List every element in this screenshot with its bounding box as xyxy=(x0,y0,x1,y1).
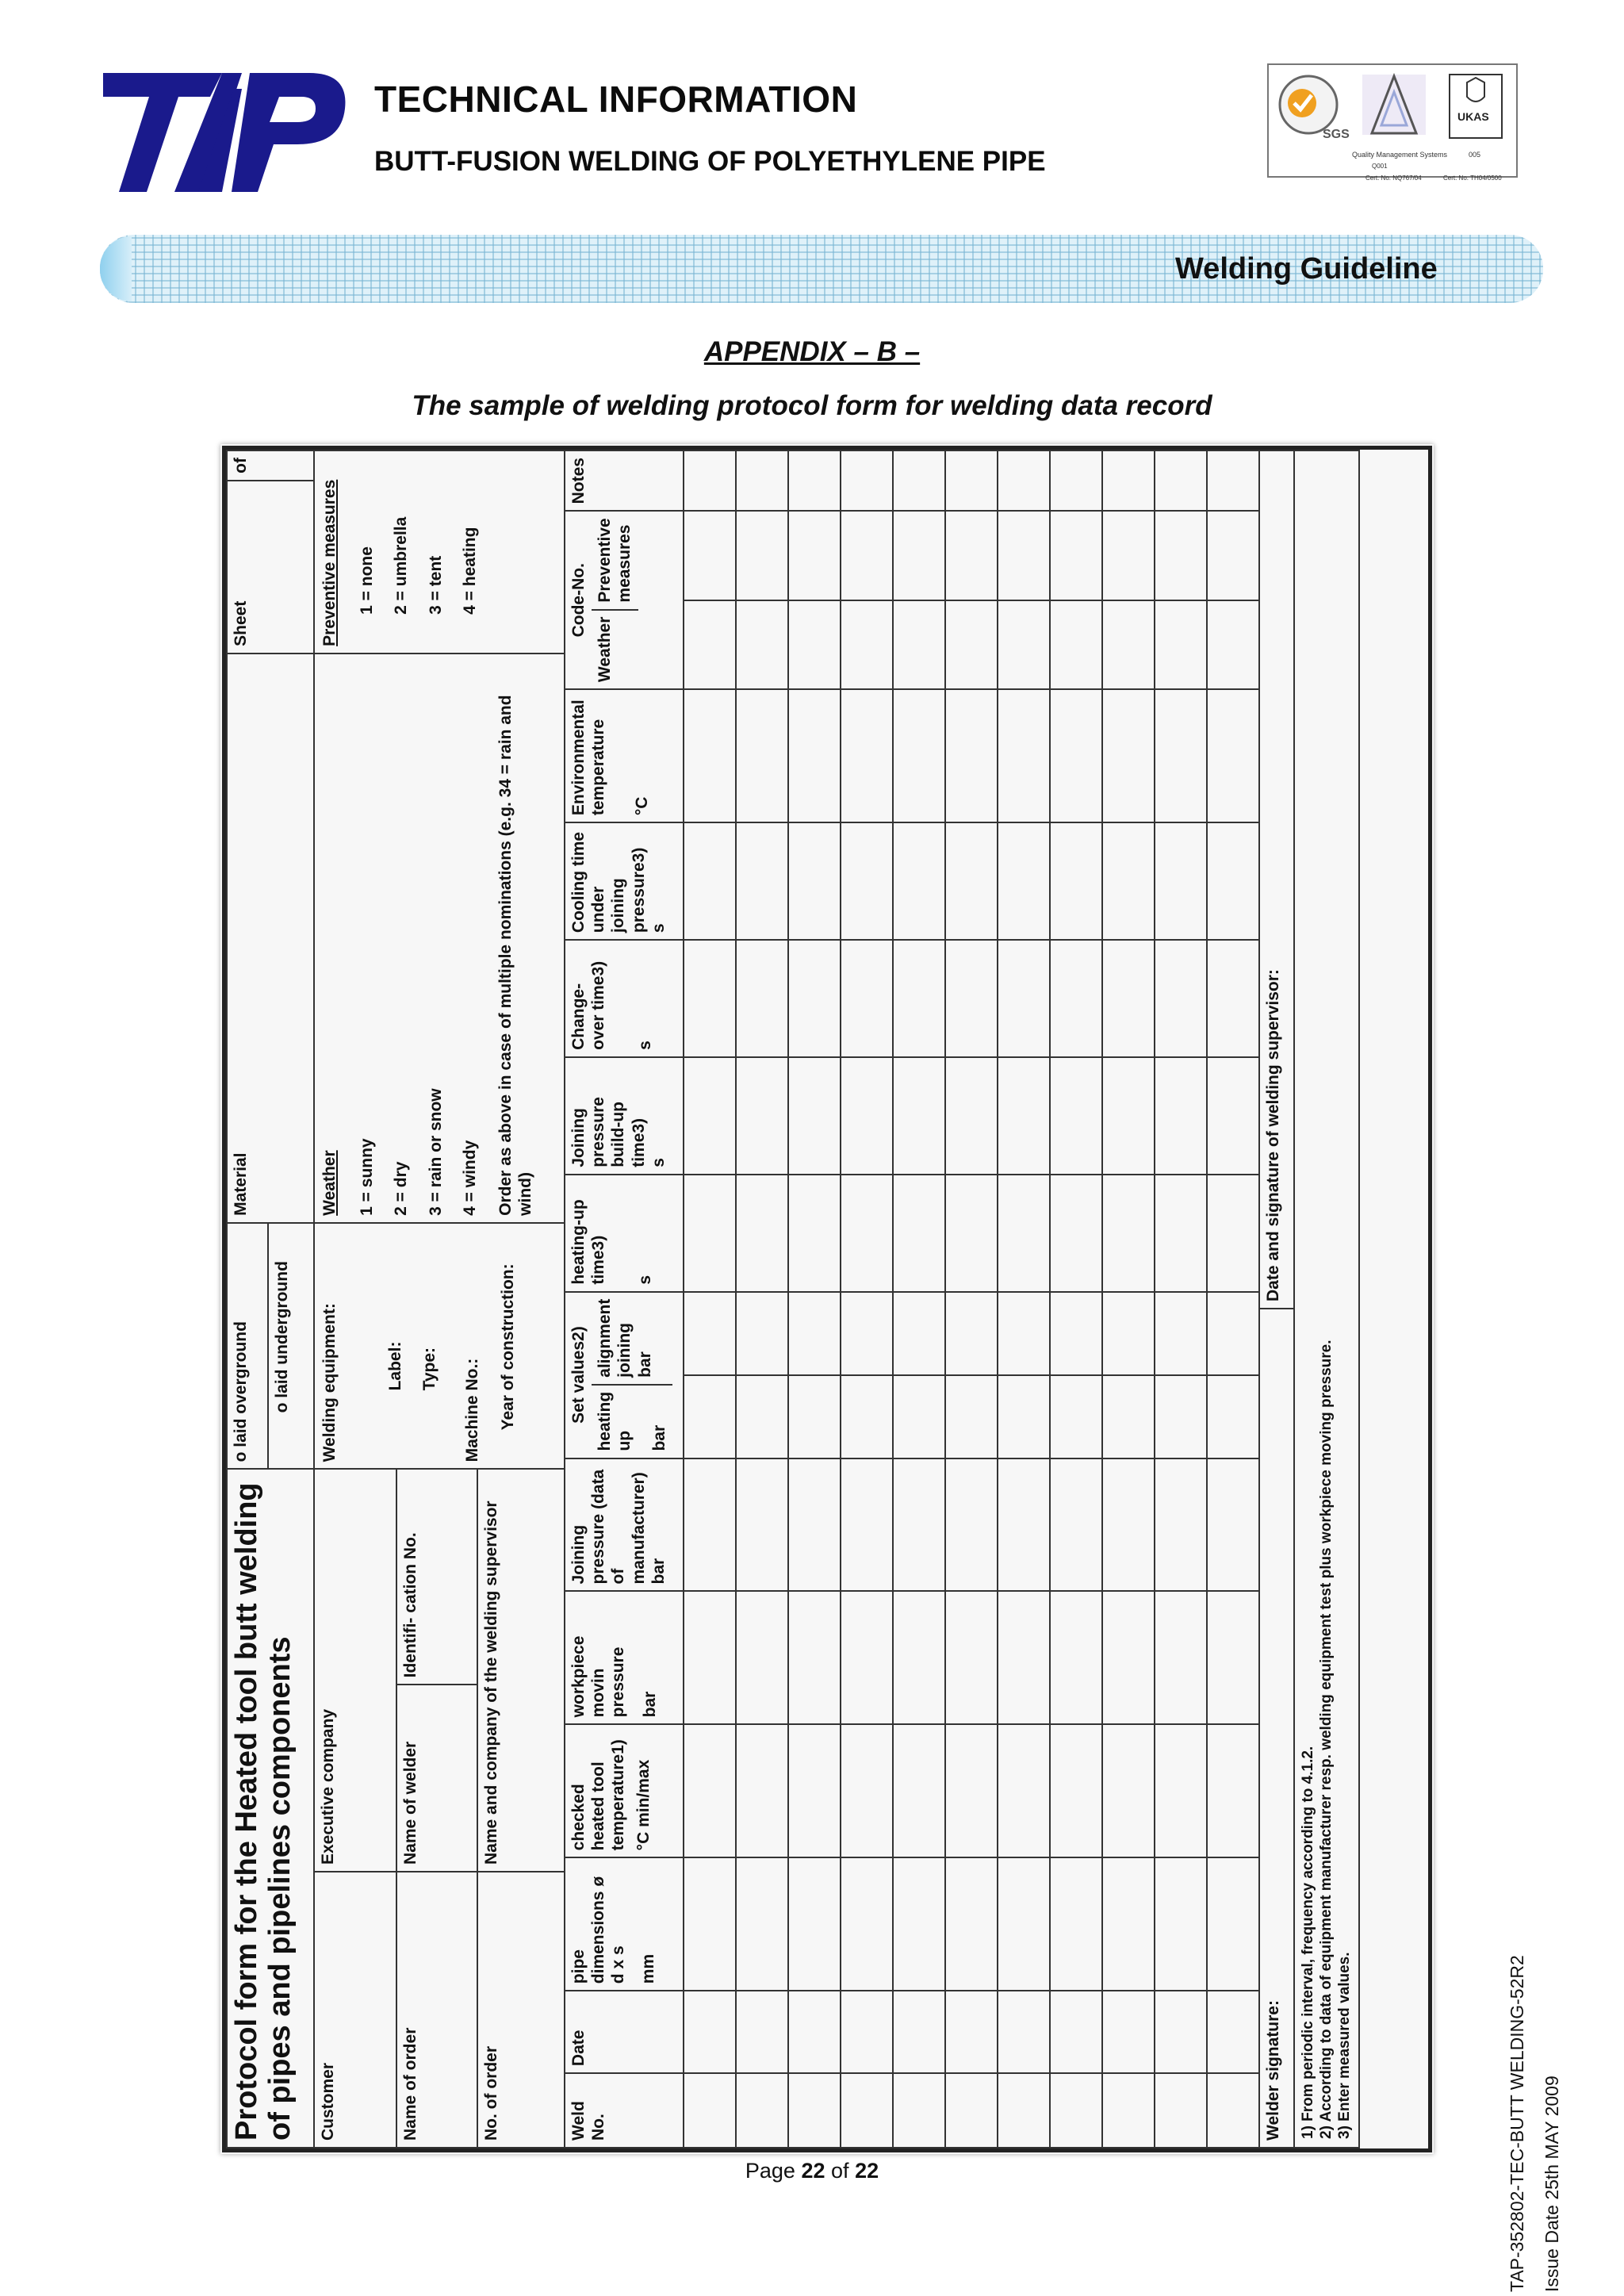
weld-record-cell xyxy=(1102,1057,1155,1175)
weld-record-cell xyxy=(736,1057,788,1175)
weld-records-table xyxy=(564,450,1260,2148)
appendix-subtitle: The sample of welding protocol form for welding data record xyxy=(412,390,1212,421)
weld-record-cell xyxy=(736,600,788,689)
weld-record-cell xyxy=(736,822,788,940)
weld-record-cell xyxy=(998,450,1050,511)
weld-record-cell xyxy=(841,1175,893,1292)
weld-record-cell xyxy=(841,511,893,600)
weld-record-cell xyxy=(1155,822,1207,940)
weld-record-cell xyxy=(945,1375,998,1458)
page-prefix: Page xyxy=(745,2159,795,2183)
weld-record-cell xyxy=(1102,689,1155,822)
weld-record-cell xyxy=(788,940,841,1057)
weld-record-cell xyxy=(893,2073,945,2148)
col-heating-up-time xyxy=(565,1175,684,1292)
weld-record-cell xyxy=(1155,1591,1207,1724)
weld-record-cell xyxy=(893,1724,945,1857)
weld-record-cell xyxy=(1050,689,1102,822)
col-cooling-unit: s xyxy=(649,923,668,933)
preventive-option: 2 = umbrella xyxy=(392,516,411,615)
weld-record-row xyxy=(1207,450,1259,2148)
footnote-3: 3) Enter measured values. xyxy=(1335,1952,1353,2139)
weld-record-cell xyxy=(1155,1292,1207,1375)
weld-record-cell xyxy=(841,689,893,822)
weld-record-cell xyxy=(998,940,1050,1057)
preventive-option: 3 = tent xyxy=(426,555,445,615)
weld-record-cell xyxy=(998,822,1050,940)
col-env-temp xyxy=(565,689,684,822)
weld-record-cell xyxy=(893,1458,945,1592)
weld-record-cell xyxy=(684,1724,736,1857)
col-build-up-time xyxy=(565,1057,684,1175)
weld-record-cell xyxy=(1050,940,1102,1057)
weld-record-cell xyxy=(1155,940,1207,1057)
weld-records-body xyxy=(684,450,1259,2148)
weld-record-cell xyxy=(1050,1458,1102,1592)
footnote-1: 1) From periodic interval, frequency according to 4.1.2. xyxy=(1300,1746,1316,2139)
cert-005-label: 005 xyxy=(1469,151,1481,159)
weld-record-cell xyxy=(1155,1724,1207,1857)
weld-record-cell xyxy=(1155,450,1207,511)
weld-record-cell xyxy=(945,1057,998,1175)
col-heated-tool-label: checked heated tool temperature1) xyxy=(569,1739,628,1851)
weld-record-cell xyxy=(893,1857,945,1991)
weather-option: 2 = dry xyxy=(392,1161,411,1216)
weld-record-cell xyxy=(1207,2073,1259,2148)
weld-record-cell xyxy=(893,940,945,1057)
weld-record-cell xyxy=(841,1857,893,1991)
col-change-over-unit: s xyxy=(636,1041,655,1050)
weld-record-cell xyxy=(1102,1991,1155,2073)
col-change-over-label: Change- over time3) xyxy=(569,960,608,1050)
weld-record-cell xyxy=(998,2073,1050,2148)
weld-record-cell xyxy=(1207,822,1259,940)
page-current: 22 xyxy=(801,2159,825,2183)
weld-record-cell xyxy=(1050,1857,1102,1991)
header-title: TECHNICAL INFORMATION xyxy=(374,79,858,120)
weld-record-cell xyxy=(1050,450,1102,511)
weld-record-cell xyxy=(1155,689,1207,822)
weld-record-cell xyxy=(788,1991,841,2073)
scanned-form-image xyxy=(220,444,1434,2154)
col-joining-pressure-unit: bar xyxy=(649,1558,668,1585)
weld-record-cell xyxy=(841,822,893,940)
weld-record-cell xyxy=(1050,822,1102,940)
weld-record-cell xyxy=(841,1292,893,1375)
weld-record-cell xyxy=(1102,2073,1155,2148)
weld-record-cell xyxy=(788,511,841,600)
protocol-form xyxy=(222,446,1432,2152)
weld-record-cell xyxy=(945,1857,998,1991)
weld-record-cell xyxy=(945,689,998,822)
weld-record-row xyxy=(1050,450,1102,2148)
weld-record-cell xyxy=(1207,1175,1259,1292)
weld-record-cell xyxy=(1207,1292,1259,1375)
weld-record-cell xyxy=(1050,1175,1102,1292)
col-heated-tool xyxy=(565,1724,684,1857)
col-weld-no: Weld No. xyxy=(565,2073,684,2148)
weld-record-cell xyxy=(736,1175,788,1292)
weld-record-cell xyxy=(1155,2073,1207,2148)
weld-record-cell xyxy=(893,689,945,822)
identification-no-field: Identifi- cation No. xyxy=(396,1469,477,1685)
weld-record-cell xyxy=(1207,1724,1259,1857)
customer-field: Customer xyxy=(314,1872,396,2148)
form-signature-table xyxy=(1258,450,1360,2148)
weather-note: Order as above in case of multiple nominations (e.g. 34 = rain and wind) xyxy=(496,695,535,1216)
weld-record-cell xyxy=(1102,1591,1155,1724)
weld-record-cell xyxy=(684,1175,736,1292)
weld-record-cell xyxy=(998,689,1050,822)
weld-record-row xyxy=(945,450,998,2148)
weather-option: 3 = rain or snow xyxy=(426,1088,445,1216)
col-notes: Notes xyxy=(565,450,684,511)
weld-record-cell xyxy=(1050,1375,1102,1458)
weld-record-cell xyxy=(788,1724,841,1857)
laid-options xyxy=(227,1223,314,1470)
weld-record-cell xyxy=(736,1724,788,1857)
weld-record-cell xyxy=(1102,822,1155,940)
weld-record-cell xyxy=(998,1591,1050,1724)
weld-record-cell xyxy=(841,2073,893,2148)
weld-record-cell xyxy=(736,1458,788,1592)
col-alignment-label: alignment joining xyxy=(596,1298,634,1378)
weld-record-cell xyxy=(788,1292,841,1375)
weld-record-cell xyxy=(1207,1375,1259,1458)
col-env-temp-unit: °C xyxy=(633,796,652,816)
welding-equipment-label: Welding equipment: xyxy=(320,1303,339,1462)
preventive-heading: Preventive measures xyxy=(320,479,339,646)
weld-record-cell xyxy=(788,1057,841,1175)
col-alignment-unit: bar xyxy=(635,1351,654,1378)
weld-record-cell xyxy=(998,1175,1050,1292)
weld-record-cell xyxy=(841,1458,893,1592)
certification-badges xyxy=(1267,63,1518,178)
weld-record-cell xyxy=(998,511,1050,600)
col-build-up-time-unit: s xyxy=(649,1158,668,1167)
footnotes xyxy=(1294,450,1359,2148)
supervisor-signature-field: Date and signature of welding supervisor: xyxy=(1259,450,1294,1309)
page-total: 22 xyxy=(855,2159,879,2183)
weld-record-cell xyxy=(788,689,841,822)
no-of-order-field: No. of order xyxy=(477,1872,565,2148)
weld-record-cell xyxy=(893,1175,945,1292)
weld-record-cell xyxy=(998,600,1050,689)
weld-record-cell xyxy=(1207,1591,1259,1724)
weld-record-cell xyxy=(1050,1591,1102,1724)
laid-overground: o laid overground xyxy=(228,1224,269,1469)
weld-record-cell xyxy=(1102,450,1155,511)
year-of-construction: Year of construction: xyxy=(498,1263,517,1431)
weld-record-cell xyxy=(1102,1724,1155,1857)
col-code-weather: Weather xyxy=(596,616,615,683)
weld-record-row xyxy=(841,450,893,2148)
page-number xyxy=(0,2159,1624,2183)
appendix-title: APPENDIX – B – xyxy=(703,336,921,367)
equipment-label: Label: xyxy=(386,1341,405,1391)
weld-record-cell xyxy=(1155,1057,1207,1175)
col-date: Date xyxy=(565,1991,684,2073)
weld-record-cell xyxy=(1050,1292,1102,1375)
weld-record-cell xyxy=(945,1458,998,1592)
weld-record-cell xyxy=(1207,1857,1259,1991)
weld-record-row xyxy=(893,450,945,2148)
weld-record-cell xyxy=(1102,1292,1155,1375)
weld-record-cell xyxy=(1207,450,1259,511)
weld-record-cell xyxy=(1102,940,1155,1057)
weld-record-cell xyxy=(1050,1057,1102,1175)
weld-record-cell xyxy=(893,450,945,511)
weld-record-cell xyxy=(893,1292,945,1375)
weld-record-cell xyxy=(684,2073,736,2148)
weld-record-cell xyxy=(736,940,788,1057)
col-heated-tool-unit: °C min/max xyxy=(634,1759,653,1851)
col-joining-pressure xyxy=(565,1458,684,1592)
weld-record-cell xyxy=(684,689,736,822)
col-heating-up-time-unit: s xyxy=(636,1274,655,1285)
weld-record-cell xyxy=(945,1724,998,1857)
weld-record-cell xyxy=(788,1591,841,1724)
weld-record-cell xyxy=(841,1724,893,1857)
weld-record-cell xyxy=(684,511,736,600)
col-build-up-time-label: Joining pressure build-up time3) xyxy=(569,1097,648,1167)
weld-record-cell xyxy=(1207,689,1259,822)
col-code-preventive: Preventive measures xyxy=(592,512,638,610)
certification-logos xyxy=(1269,65,1516,152)
weld-record-cell xyxy=(1155,1857,1207,1991)
machine-no: Machine No.: xyxy=(462,1358,481,1462)
weld-record-cell xyxy=(998,1292,1050,1375)
weather-legend xyxy=(314,654,565,1223)
cert-number-1: Cert. No. NQ767/04 xyxy=(1365,174,1422,182)
weld-record-cell xyxy=(1102,1375,1155,1458)
cert-q001-label: Q001 xyxy=(1372,163,1388,170)
weld-record-cell xyxy=(945,822,998,940)
weld-record-cell xyxy=(1155,511,1207,600)
weld-record-cell xyxy=(1207,600,1259,689)
weld-record-cell xyxy=(841,600,893,689)
welding-equipment-field xyxy=(314,1223,565,1470)
weld-record-row xyxy=(736,450,788,2148)
ukas-label: UKAS xyxy=(1457,110,1489,123)
col-change-over-time xyxy=(565,940,684,1057)
weld-record-cell xyxy=(736,1292,788,1375)
weld-record-cell xyxy=(1102,511,1155,600)
preventive-legend xyxy=(314,450,565,654)
cert-qms-label: Quality Management Systems xyxy=(1352,151,1448,159)
weld-record-cell xyxy=(1207,1057,1259,1175)
col-heating-up-label: heating up xyxy=(596,1391,634,1451)
welder-signature-field: Welder signature: xyxy=(1259,1309,1294,2148)
weld-record-cell xyxy=(736,1857,788,1991)
banner-label: Welding Guideline xyxy=(1175,252,1438,286)
weld-record-cell xyxy=(1102,1458,1155,1592)
weld-record-cell xyxy=(945,1591,998,1724)
weld-record-cell xyxy=(893,511,945,600)
weld-record-cell xyxy=(736,1591,788,1724)
weld-record-cell xyxy=(945,1175,998,1292)
weld-record-cell xyxy=(893,1991,945,2073)
weld-record-row xyxy=(788,450,841,2148)
equipment-type: Type: xyxy=(420,1347,439,1391)
weld-record-cell xyxy=(788,1375,841,1458)
tap-logo xyxy=(103,73,349,192)
sheet-of-field: of xyxy=(227,450,314,481)
name-of-welder-field: Name of welder xyxy=(396,1685,477,1872)
weld-record-cell xyxy=(841,1375,893,1458)
weld-record-cell xyxy=(841,940,893,1057)
weld-record-cell xyxy=(945,600,998,689)
weld-record-cell xyxy=(1050,1991,1102,2073)
document-code: TAP-352802-TEC-BUTT WELDING-52R2 xyxy=(1507,1955,1527,2292)
weld-record-cell xyxy=(1155,1991,1207,2073)
weld-record-cell xyxy=(1050,1724,1102,1857)
weld-record-cell xyxy=(788,2073,841,2148)
name-of-order-field: Name of order xyxy=(396,1872,477,2148)
weld-record-cell xyxy=(684,940,736,1057)
weather-option: 1 = sunny xyxy=(358,1138,377,1216)
weld-record-cell xyxy=(1207,940,1259,1057)
weld-record-cell xyxy=(1207,1991,1259,2073)
preventive-option: 1 = none xyxy=(358,546,377,615)
weld-record-cell xyxy=(1155,1458,1207,1592)
weld-record-cell xyxy=(998,1724,1050,1857)
col-heating-up xyxy=(592,1386,672,1458)
issue-date: Issue Date 25th MAY 2009 xyxy=(1542,2076,1562,2292)
supervisor-field: Name and company of the welding supervisor xyxy=(477,1469,565,1872)
banner-cap xyxy=(100,236,132,301)
page-of: of xyxy=(831,2159,849,2183)
weld-record-cell xyxy=(684,1591,736,1724)
sheet-field: Sheet xyxy=(227,481,314,654)
weld-record-cell xyxy=(684,600,736,689)
weld-record-cell xyxy=(998,1057,1050,1175)
weld-record-cell xyxy=(736,511,788,600)
weld-record-cell xyxy=(684,1375,736,1458)
weld-record-cell xyxy=(893,822,945,940)
weld-record-cell xyxy=(841,450,893,511)
weld-record-cell xyxy=(1102,1175,1155,1292)
footnote-2: 2) According to data of equipment manufacturer resp. welding equipment test plus workpiece moving pressure. xyxy=(1317,1340,1335,2139)
col-env-temp-label: Environmental temperature xyxy=(569,700,608,816)
weld-record-cell xyxy=(841,1991,893,2073)
cert-number-2: Cert. No. TH04/0500 xyxy=(1443,174,1502,182)
weld-record-cell xyxy=(684,1057,736,1175)
weld-record-cell xyxy=(1050,2073,1102,2148)
weld-record-cell xyxy=(684,1857,736,1991)
weld-record-cell xyxy=(736,450,788,511)
weld-record-cell xyxy=(788,1458,841,1592)
weld-record-cell xyxy=(684,822,736,940)
weld-record-cell xyxy=(684,1991,736,2073)
weld-record-cell xyxy=(998,1375,1050,1458)
weld-record-cell xyxy=(684,1292,736,1375)
weld-record-cell xyxy=(1155,600,1207,689)
weld-record-cell xyxy=(998,1458,1050,1592)
form-header-table xyxy=(226,450,565,2148)
weld-record-cell xyxy=(788,600,841,689)
weld-record-cell xyxy=(998,1857,1050,1991)
weld-record-cell xyxy=(945,2073,998,2148)
weld-record-cell xyxy=(788,822,841,940)
col-pipe-dimensions xyxy=(565,1857,684,1991)
weather-option: 4 = windy xyxy=(460,1140,479,1216)
weld-record-cell xyxy=(736,689,788,822)
weld-record-cell xyxy=(684,450,736,511)
weld-record-cell xyxy=(945,450,998,511)
weld-record-cell xyxy=(893,600,945,689)
weld-record-cell xyxy=(893,1591,945,1724)
col-code-no xyxy=(565,511,684,689)
weld-record-cell xyxy=(788,1857,841,1991)
weld-record-cell xyxy=(1050,600,1102,689)
weld-record-cell xyxy=(1102,600,1155,689)
weld-record-row xyxy=(998,450,1050,2148)
col-workpiece-unit: bar xyxy=(640,1691,659,1718)
weld-record-cell xyxy=(841,1057,893,1175)
weather-heading: Weather xyxy=(320,1150,339,1216)
weld-record-cell xyxy=(788,1175,841,1292)
laid-underground: o laid underground xyxy=(273,1261,291,1413)
col-set-values xyxy=(565,1292,684,1458)
weld-record-row xyxy=(1102,450,1155,2148)
weld-record-cell xyxy=(736,2073,788,2148)
weld-record-cell xyxy=(1207,511,1259,600)
form-title: Protocol form for the Heated tool butt welding of pipes and pipelines components xyxy=(227,1469,314,2148)
col-pipe-dimensions-unit: mm xyxy=(638,1953,657,1984)
col-cooling-label: Cooling time under joining pressure3) xyxy=(569,831,648,933)
weld-record-cell xyxy=(893,1057,945,1175)
col-cooling-time xyxy=(565,822,684,940)
weld-record-cell xyxy=(1155,1375,1207,1458)
weld-record-cell xyxy=(945,511,998,600)
executive-company-field: Executive company xyxy=(314,1469,396,1872)
weld-record-cell xyxy=(893,1375,945,1458)
header-subtitle: BUTT-FUSION WELDING OF POLYETHYLENE PIPE xyxy=(374,146,1046,177)
weld-record-cell xyxy=(998,1991,1050,2073)
col-workpiece xyxy=(565,1591,684,1724)
preventive-option: 4 = heating xyxy=(460,527,479,615)
weld-record-row xyxy=(684,450,736,2148)
weld-record-cell xyxy=(788,450,841,511)
weld-record-cell xyxy=(736,1991,788,2073)
weld-record-cell xyxy=(1050,511,1102,600)
col-set-values-label: Set values2) xyxy=(569,1326,588,1424)
col-pipe-dimensions-label: pipe dimensions ø d x s xyxy=(569,1876,628,1984)
col-alignment xyxy=(592,1293,672,1386)
weld-record-cell xyxy=(684,1458,736,1592)
material-field: Material xyxy=(227,654,314,1223)
col-workpiece-label: workpiece movin pressure xyxy=(569,1635,628,1718)
col-joining-pressure-label: Joining pressure (data of manufacturer) xyxy=(569,1469,648,1585)
col-heating-up-unit: bar xyxy=(649,1424,668,1451)
weld-record-cell xyxy=(945,1292,998,1375)
col-heating-up-time-label: heating-up time3) xyxy=(569,1199,608,1285)
weld-record-cell xyxy=(945,940,998,1057)
weld-record-row xyxy=(1155,450,1207,2148)
weld-record-cell xyxy=(1207,1458,1259,1592)
sgs-label: SGS xyxy=(1323,128,1350,141)
weld-record-cell xyxy=(945,1991,998,2073)
col-code-no-label: Code-No. xyxy=(569,563,588,638)
weld-record-cell xyxy=(1102,1857,1155,1991)
weld-record-cell xyxy=(1155,1175,1207,1292)
weld-record-cell xyxy=(841,1591,893,1724)
weld-record-cell xyxy=(736,1375,788,1458)
